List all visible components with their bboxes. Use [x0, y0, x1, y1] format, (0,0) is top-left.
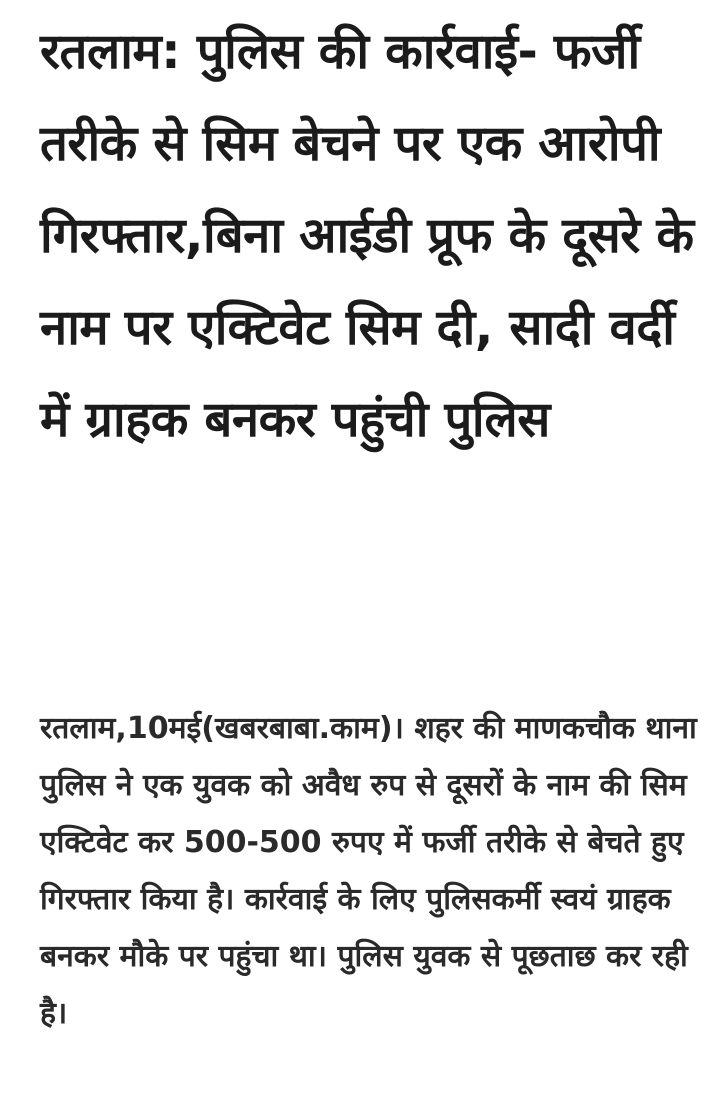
article-body: रतलाम,10मई(खबरबाबा.काम)। शहर की माणकचौक थाना पुलिस ने एक युवक को अवैध रुप से दूसरों के नाम की सिम एक्टिवेट कर 500-500 रुपए में फर्जी तरीके से बेचते हुए गिरफ्तार किया है। कार्रवाई के लिए पुलिसकर्मी स्वयं ग्राहक बनकर मौके पर पहुंचा था। पुलिस युवक से पूछताछ कर रही है।	[40, 711, 697, 1031]
article-headline: रतलाम: पुलिस की कार्रवाई- फर्जी तरीके से सिम बेचने पर एक आरोपी गिरफ्तार,बिना आईडी प्रूफ के दूसरे के नाम पर एक्टिवेट सिम दी, सादी वर्दी में ग्राहक बनकर पहुंची पुलिस	[40, 23, 694, 448]
